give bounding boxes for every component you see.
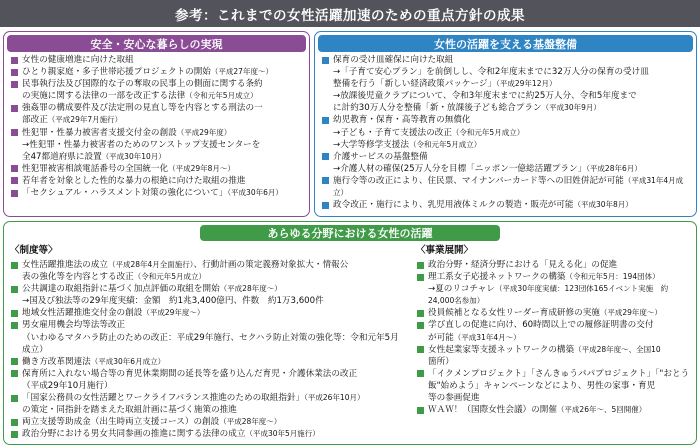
infrastructure-item [321, 127, 692, 139]
safety-item [10, 54, 305, 66]
systems-item-note: （平成28年度〜） [219, 284, 282, 294]
safety-item [10, 175, 305, 187]
infrastructure-item [321, 54, 692, 66]
safety-item-text: ひとり親家庭・多子世帯応援プロジェクトの開始 [22, 67, 211, 78]
page-title: 参考：これまでの女性活躍加速のための重点方針の成果 [0, 0, 700, 27]
infrastructure-item [321, 199, 692, 211]
projects-item-note: （平成28年度〜、全国10 [574, 344, 661, 354]
safety-item-text: 強姦罪の構成要件及び法定刑の見直し等を内容とする刑法の一 [22, 103, 263, 114]
systems-item [10, 295, 405, 307]
safety-item-list [4, 54, 309, 199]
infrastructure-item-note: （平成30年9月） [541, 103, 601, 113]
systems-item-note: （令和元年5月成立） [133, 272, 207, 282]
infrastructure-item-text: →介護人材の確保(25万人分を目標「ニッポン一億総活躍プラン」 [333, 163, 587, 174]
projects-item [416, 271, 690, 283]
safety-item-note: （平成29年8月〜） [168, 163, 235, 173]
safety-item-text: 民事執行法及び国際的な子の奪取の民事上の側面に関する条約 [22, 79, 263, 90]
systems-item [10, 380, 405, 392]
projects-item [416, 319, 690, 331]
systems-item [10, 283, 405, 295]
projects-item-text: 役員候補となる女性リーダー育成研修の実施 [428, 308, 600, 319]
systems-item-text: 「国家公務員の女性活躍とワークライフバランス推進のための取組指針」 [22, 393, 305, 404]
projects-item [416, 368, 690, 392]
all-fields-panel-header: あらゆる分野における女性の活躍 [200, 225, 500, 241]
systems-item-text: 働き方改革関連法 [22, 356, 91, 367]
projects-item-note: （令和元年5月：194団体） [565, 272, 660, 282]
systems-item [10, 404, 405, 416]
infrastructure-item-text: に計約30万人分を整備「新・放課後子ども総合プラン [333, 103, 542, 114]
all-fields-panel [3, 221, 697, 445]
projects-item [416, 332, 690, 344]
systems-item [10, 416, 405, 428]
projects-item-note: （平成30年度実績：123団体165イベント実施 約24,000名参加） [428, 284, 669, 306]
infrastructure-item-note: （平成30年8月） [573, 200, 633, 210]
projects-column [410, 242, 694, 416]
infrastructure-item [321, 102, 692, 114]
systems-item-text: 表の強化等を内容とする改正 [22, 272, 134, 283]
infrastructure-item [321, 139, 692, 151]
projects-item [416, 259, 690, 271]
safety-item-text: の実施に関する法律の一部を改正する法律 [22, 91, 186, 102]
projects-item-note: （平成26年〜、5回開催） [556, 405, 647, 415]
systems-item-text: 保育所に入れない場合等の育児休業期間の延長等を盛り込んだ育児・介護休業法の改正 [22, 368, 358, 379]
projects-item [416, 283, 690, 307]
projects-item [416, 392, 690, 404]
infrastructure-item [321, 78, 692, 90]
systems-item [10, 259, 405, 271]
safety-item-text: 若年者を対象とした性的な暴力の根絶に向けた取組の推進 [22, 175, 246, 186]
infrastructure-item-text: →放課後児童クラブについて、令和3年度末までに約25万人分、令和5年度まで [333, 91, 637, 102]
systems-item-note: （平成30年5月施行） [245, 429, 320, 439]
safety-item-note: （平成30年10月） [101, 151, 166, 161]
systems-item-note: （平成28年4月全面施行） [107, 260, 194, 269]
systems-item [10, 392, 405, 404]
safety-item [10, 102, 305, 114]
projects-item-note: （平成29年度〜） [599, 308, 662, 318]
systems-item [10, 307, 405, 319]
projects-item-text: 政治分野・経済分野における「見える化」の促進 [428, 260, 618, 270]
systems-item-text: 地域女性活躍推進交付金の創設 [22, 308, 143, 319]
infrastructure-item [321, 163, 692, 175]
infrastructure-item-note: （平成28年6月） [586, 163, 642, 173]
infrastructure-item-note: （平成29年12月） [496, 79, 557, 89]
projects-item [416, 344, 690, 356]
safety-item-text: 性犯罪被害相談電話番号の全国統一化 [22, 163, 169, 174]
infrastructure-item-note: （平成31年4月成立） [333, 175, 684, 198]
projects-item-text: 理工系女子応援ネットワークの構築 [428, 272, 566, 283]
safety-panel [3, 31, 310, 217]
systems-item [10, 356, 405, 368]
projects-item-text: ＷＡＷ！（国際女性会議）の開催 [428, 405, 557, 416]
systems-item [10, 271, 405, 283]
systems-item [10, 368, 405, 380]
infrastructure-item-text: →大学等修学支援法 [333, 139, 409, 150]
infrastructure-item-note: （令和元年5月成立） [451, 127, 525, 137]
infrastructure-item-text: 保育の受け皿確保に向けた取組 [333, 55, 454, 65]
projects-item-text: が可能 [428, 332, 454, 343]
systems-item-text: の策定・同指針を踏まえた取組計画に基づく施策の推進 [22, 405, 237, 416]
projects-item-text: 学び直しの促進に向け、60時間以上での履修証明書の交付 [428, 320, 654, 331]
safety-item-text: 「セクシュアル・ハラスメント対策の強化について」 [22, 188, 228, 199]
systems-item-list [4, 259, 409, 440]
infrastructure-panel [314, 31, 697, 217]
systems-item [10, 319, 405, 331]
infrastructure-item [321, 175, 692, 199]
infrastructure-item-text: 幼児教育・保育・高等教育の無償化 [333, 115, 471, 126]
safety-item-text: 全47都道府県に設置 [22, 151, 102, 162]
safety-item [10, 114, 305, 126]
safety-item [10, 139, 305, 151]
systems-item-text: （平成29年10月施行） [22, 380, 113, 391]
safety-item [10, 90, 305, 102]
systems-item [10, 428, 405, 440]
projects-label: 〈事業展開〉 [416, 245, 474, 256]
safety-item-note: （令和元年5月成立） [185, 91, 258, 101]
systems-column [4, 242, 409, 440]
safety-item [10, 187, 305, 199]
infrastructure-item [321, 114, 692, 126]
projects-item-text: 箇所） [428, 356, 454, 367]
infrastructure-item [321, 90, 692, 102]
safety-item [10, 66, 305, 78]
safety-item-text: 部改正 [22, 115, 48, 126]
systems-item-note: （平成26年10月） [304, 393, 365, 403]
projects-item-text: 等の参画促進 [428, 393, 480, 404]
projects-item-list [410, 259, 694, 416]
safety-item [10, 127, 305, 139]
systems-item [10, 332, 405, 356]
systems-item-text: （いわゆるマタハラ防止のための改正：平成29年施行、セクハラ防止対策の強化等：令和元年5月成立） [22, 332, 399, 355]
projects-item-note: （平成31年4月〜） [453, 332, 521, 342]
projects-item-text: →夏のリコチャレ [428, 284, 495, 295]
systems-item-text: 公共調達の取組指針に基づく加点評価の取組を開始 [22, 284, 220, 295]
safety-item [10, 151, 305, 163]
safety-item-text: 性犯罪・性暴力被害者支援交付金の創設 [22, 127, 177, 138]
infrastructure-item [321, 151, 692, 163]
systems-item-note: （平成30年6月成立） [90, 356, 166, 366]
safety-item-note: （平成29年7月施行） [47, 115, 123, 125]
projects-item [416, 356, 690, 368]
infrastructure-item-text: 整備を行う「新しい経済政策パッケージ」 [333, 79, 497, 90]
projects-item-text: 女性起業家等支援ネットワークの構築 [428, 344, 575, 355]
systems-item-note: （平成29年度〜） [142, 308, 205, 318]
projects-item [416, 307, 690, 319]
safety-item-note: （平成29年度） [176, 127, 232, 137]
safety-panel-header: 安全・安心な暮らしの実現 [7, 35, 306, 52]
systems-item-text: 女性活躍推進法の成立 [22, 260, 108, 270]
infrastructure-panel-header: 女性の活躍を支える基盤整備 [318, 35, 693, 52]
safety-item-text: 女性の健康増進に向けた取組 [22, 55, 134, 65]
systems-item-tail: 、行動計画の策定義務対象拡大・情報公 [193, 260, 349, 270]
systems-label: 〈制度等〉 [10, 245, 58, 256]
systems-item-text: 両立支援等助成金（出生時両立支援コース）の創設 [22, 417, 220, 428]
infrastructure-item-text: →「子育て安心プラン」を前倒しし、令和2年度末までに32万人分の保育の受け皿 [333, 67, 649, 78]
infrastructure-item-text: →子ども・子育て支援法の改正 [333, 127, 452, 138]
safety-item [10, 163, 305, 175]
projects-item [416, 404, 690, 416]
safety-item-text: →性犯罪・性暴力被害者のためのワンストップ支援センターを [22, 139, 261, 150]
infrastructure-item-text: 政令改正・施行により、乳児用液体ミルクの製造・販売が可能 [333, 200, 574, 211]
infrastructure-item-list [315, 54, 696, 211]
infrastructure-item-note: （令和元年5月成立） [408, 139, 482, 149]
infrastructure-item-text: 施行令等の改正により、住民票、マイナンバーカード等への旧姓併記が可能 [333, 175, 624, 186]
systems-item-text: 男女雇用機会均等法等改正 [22, 320, 126, 331]
safety-item-note: （平成27年度〜） [210, 67, 273, 77]
systems-item-note: （平成28年度〜） [219, 417, 282, 427]
safety-item [10, 78, 305, 90]
projects-item-text: 「イクメンプロジェクト」「さんきゅうパパプロジェクト」「"おとう飯"始めよう」キャンペーンなどにより、男性の家事・育児 [428, 368, 690, 391]
infrastructure-item [321, 66, 692, 78]
safety-item-note: （平成30年6月） [227, 188, 283, 198]
systems-item-text: →国及び独法等の29年度実績：金額 約1兆3,400億円、件数 約1万3,600件 [22, 296, 324, 307]
infrastructure-item-text: 介護サービスの基盤整備 [333, 151, 428, 162]
systems-item-text: 政治分野における男女共同参画の推進に関する法律の成立 [22, 429, 246, 440]
